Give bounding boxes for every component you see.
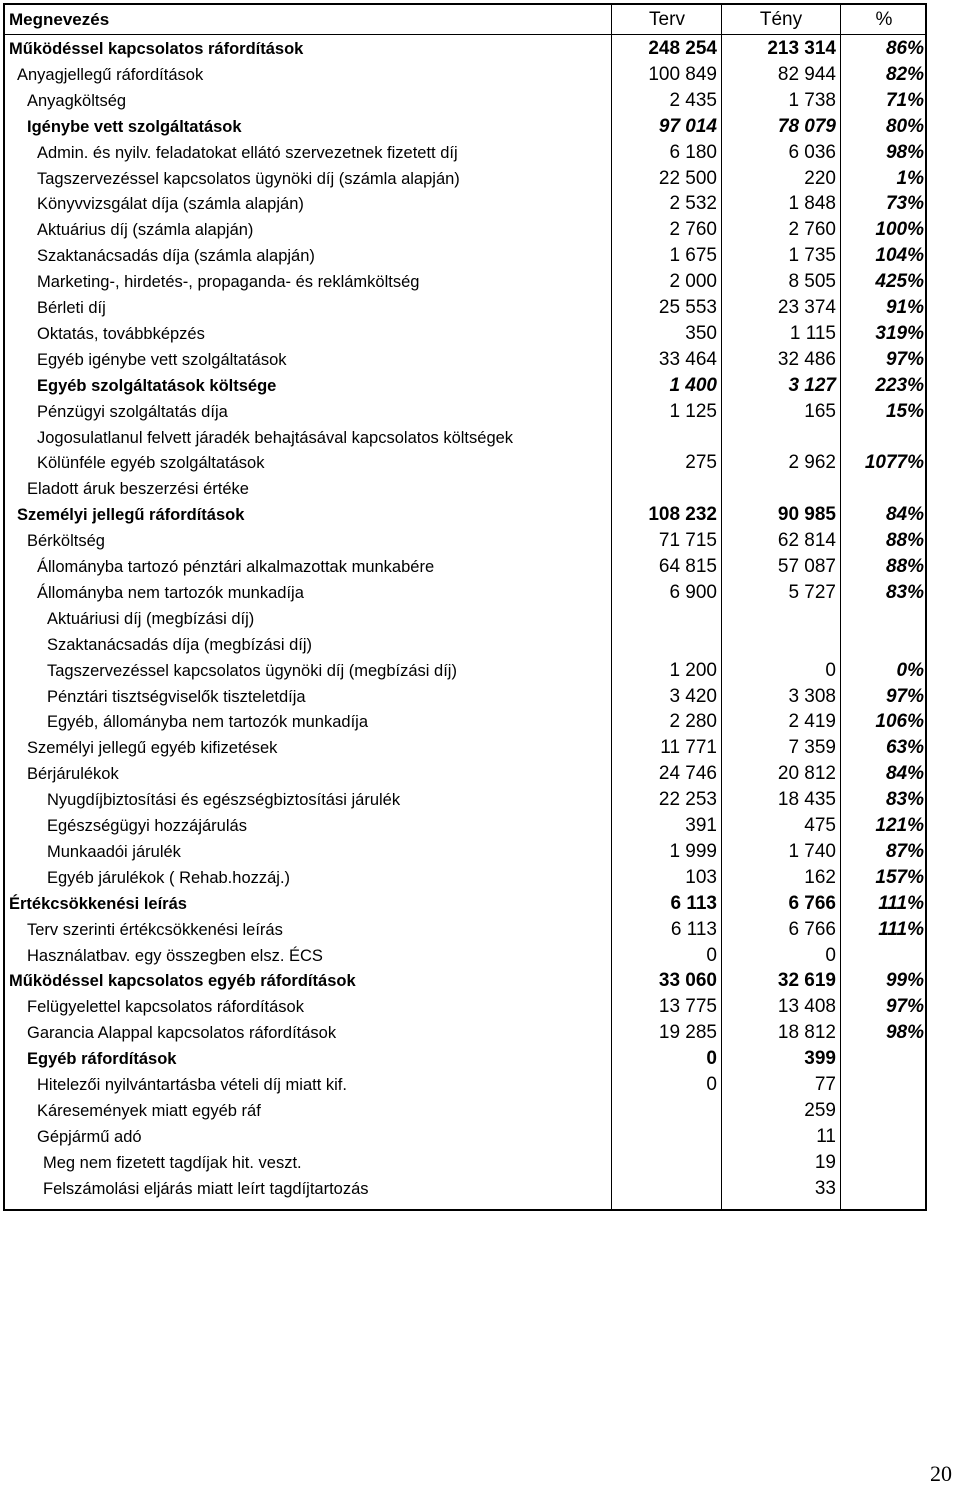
teny-value: 18 812 (777, 1022, 836, 1044)
terv-value: 2 760 (669, 219, 717, 241)
terv-value: 100 849 (648, 63, 717, 85)
table-row (5, 295, 925, 321)
header-terv: Terv (649, 9, 685, 30)
terv-value (613, 425, 721, 451)
pct-value: 99% (885, 970, 924, 992)
teny-value: 0 (825, 944, 836, 966)
terv-value: 3 420 (669, 685, 717, 707)
teny-value: 57 087 (777, 556, 836, 577)
table-row (5, 166, 925, 192)
terv-value: 24 746 (658, 763, 717, 785)
table-row (5, 658, 925, 684)
row-label-text: Egyéb járulékok ( Rehab.hozzáj.) (47, 868, 291, 887)
table-row (5, 217, 925, 243)
row-label (5, 140, 611, 166)
row-label (5, 62, 611, 88)
teny-value: 2 760 (788, 219, 836, 241)
teny-value: 23 374 (777, 297, 836, 318)
row-label (5, 1020, 611, 1046)
table-row (5, 528, 925, 554)
pct-value: 121% (875, 815, 924, 836)
terv-value: 6 113 (670, 918, 717, 940)
table-row (5, 813, 925, 839)
table-row (5, 735, 925, 761)
header-name (5, 7, 611, 33)
terv-value: 11 771 (660, 737, 717, 759)
row-label-text: Kölünféle egyéb szolgáltatások (37, 454, 265, 473)
terv-value: 33 464 (658, 348, 717, 370)
terv-value (613, 606, 721, 632)
table-row (5, 88, 925, 114)
teny-value: 6 036 (788, 141, 836, 163)
table-row (5, 1098, 925, 1124)
teny-value: 213 314 (767, 38, 836, 59)
pct-value: 73% (885, 193, 924, 215)
header-rule (5, 34, 925, 35)
row-label (5, 632, 611, 658)
col-divider-pct (840, 5, 841, 1209)
row-label-text: Marketing-, hirdetés-, propaganda- és reklámköltség (37, 273, 420, 292)
teny-value: 33 (814, 1177, 836, 1199)
teny-value: 259 (804, 1099, 836, 1121)
table-row (5, 554, 925, 580)
table-row (5, 1072, 925, 1098)
row-label-text: Személyi jellegű ráfordítások (17, 506, 245, 525)
pct-value: 223% (875, 374, 924, 396)
table-row (5, 1124, 925, 1150)
terv-value: 25 553 (658, 297, 717, 318)
row-label (5, 502, 611, 528)
pct-value: 80% (885, 115, 924, 137)
table-row (5, 1150, 925, 1176)
pct-value: 86% (885, 38, 924, 59)
row-label (5, 968, 611, 994)
row-label (5, 1124, 611, 1150)
row-label-text: Oktatás, továbbképzés (37, 324, 205, 343)
row-label (5, 347, 611, 373)
row-label-text: Admin. és nyilv. feladatokat ellátó szervezetnek fizetett díj (37, 143, 458, 162)
table-row (5, 943, 925, 969)
row-label-text: Személyi jellegű egyéb kifizetések (27, 739, 278, 758)
teny-value: 20 812 (777, 763, 836, 785)
pct-value (841, 1176, 927, 1202)
table-row (5, 839, 925, 865)
pct-value: 319% (875, 322, 924, 344)
pct-value (841, 476, 927, 502)
pct-value: 111% (878, 892, 924, 914)
pct-value (841, 1150, 927, 1176)
teny-value: 399 (804, 1048, 836, 1070)
row-label (5, 1098, 611, 1124)
row-label-text: Eladott áruk beszerzési értéke (27, 480, 249, 499)
teny-value: 2 962 (788, 452, 836, 474)
row-label-text: Egyéb szolgáltatások költsége (37, 376, 277, 395)
pct-value: 100% (875, 219, 924, 241)
pct-value (841, 1072, 927, 1098)
table-row (5, 36, 925, 62)
teny-value: 32 619 (777, 970, 836, 992)
row-label (5, 36, 611, 62)
table-row (5, 114, 925, 140)
table-row (5, 632, 925, 658)
row-label-text: Nyugdíjbiztosítási és egészségbiztosítási járulék (47, 791, 401, 810)
row-label (5, 217, 611, 243)
teny-value: 165 (804, 400, 836, 422)
row-label-text: Egészségügyi hozzájárulás (47, 817, 247, 835)
terv-value: 108 232 (648, 504, 717, 526)
row-label-text: Káresemények miatt egyéb ráf (37, 1101, 261, 1120)
teny-value (722, 425, 840, 451)
pct-value: 98% (885, 141, 924, 163)
row-label (5, 943, 611, 969)
pct-value: 97% (885, 996, 924, 1018)
row-label (5, 891, 611, 917)
row-label (5, 166, 611, 192)
row-label (5, 373, 611, 399)
row-label-text: Értékcsökkenési leírás (9, 894, 187, 913)
table-row (5, 917, 925, 943)
row-label-text: Jogosulatlanul felvett járadék behajtásával kapcsolatos költségek (37, 428, 514, 447)
pct-value: 97% (885, 685, 924, 707)
teny-value: 32 486 (777, 348, 836, 370)
row-label (5, 321, 611, 347)
table-row (5, 347, 925, 373)
table-row (5, 502, 925, 528)
terv-value: 1 400 (669, 374, 717, 396)
row-label (5, 88, 611, 114)
pct-value: 111% (878, 918, 924, 940)
table-row (5, 1176, 925, 1202)
terv-value: 19 285 (658, 1022, 717, 1044)
table-row (5, 269, 925, 295)
row-label (5, 425, 611, 451)
row-label-text: Hitelezői nyilvántartásba vételi díj miatt kif. (37, 1076, 347, 1094)
terv-value (613, 1176, 721, 1202)
header-name-text: Megnevezés (9, 10, 110, 29)
pct-value: 87% (885, 840, 924, 862)
pct-value (841, 1124, 927, 1150)
terv-value: 2 000 (669, 271, 717, 293)
pct-value: 98% (885, 1022, 924, 1044)
teny-value: 3 308 (788, 685, 836, 707)
teny-value: 90 985 (777, 504, 836, 526)
table-row (5, 140, 925, 166)
terv-value: 103 (685, 866, 717, 888)
terv-value: 248 254 (648, 38, 717, 59)
teny-value: 475 (804, 815, 836, 836)
row-label-text: Pénztári tisztségviselők tiszteletdíja (47, 687, 306, 706)
row-label (5, 528, 611, 554)
table-row (5, 994, 925, 1020)
row-label-text: Használatbav. egy összegben elsz. ÉCS (27, 946, 323, 965)
teny-value: 1 740 (788, 840, 836, 862)
terv-value: 0 (706, 944, 717, 966)
teny-value: 1 115 (789, 322, 836, 344)
row-label-text: Munkaadói járulék (47, 842, 181, 861)
table-header-row (5, 7, 925, 33)
terv-value: 33 060 (658, 970, 717, 992)
terv-value: 1 200 (669, 659, 717, 681)
row-label (5, 1176, 611, 1202)
row-label (5, 658, 611, 684)
page-number: 20 (930, 1461, 952, 1486)
pct-value: 82% (885, 63, 924, 85)
terv-value: 0 (706, 1048, 717, 1070)
table-row (5, 891, 925, 917)
row-label (5, 1072, 611, 1098)
row-label (5, 917, 611, 943)
teny-value: 6 766 (788, 892, 836, 914)
pct-value (841, 1046, 927, 1072)
row-label-text: Terv szerinti értékcsökkenési leírás (27, 920, 283, 939)
terv-value: 1 675 (669, 245, 717, 267)
teny-value: 77 (814, 1074, 836, 1095)
row-label-text: Bérköltség (27, 532, 105, 551)
row-label-text: Felszámolási eljárás miatt leírt tagdíjtartozás (43, 1179, 369, 1198)
table-row (5, 321, 925, 347)
col-divider-terv (611, 5, 612, 1209)
row-label-text: Szaktanácsadás díja (megbízási díj) (47, 635, 313, 654)
teny-value: 2 419 (788, 711, 836, 733)
terv-value: 6 113 (670, 892, 717, 914)
terv-value: 275 (685, 452, 717, 474)
row-label-text: Garancia Alappal kapcsolatos ráfordítások (27, 1024, 337, 1043)
pct-value (841, 606, 927, 632)
row-label-text: Meg nem fizetett tagdíjak hit. veszt. (43, 1153, 302, 1172)
row-label (5, 114, 611, 140)
row-label-text: Állományba nem tartozók munkadíja (37, 583, 304, 602)
teny-value: 11 (816, 1125, 836, 1147)
teny-value: 82 944 (777, 63, 836, 85)
teny-value: 3 127 (788, 374, 836, 396)
terv-value: 64 815 (658, 556, 717, 577)
teny-value: 6 766 (788, 918, 836, 940)
row-label-text: Felügyelettel kapcsolatos ráfordítások (27, 998, 304, 1017)
terv-value (613, 1150, 721, 1176)
pct-value: 97% (885, 348, 924, 370)
pct-value: 1077% (864, 452, 924, 474)
pct-value: 63% (885, 737, 924, 759)
row-label (5, 761, 611, 787)
table-row (5, 1020, 925, 1046)
row-label (5, 684, 611, 710)
table-row (5, 191, 925, 217)
row-label-text: Aktuárius díj (számla alapján) (37, 221, 254, 240)
teny-value: 1 735 (788, 245, 836, 267)
row-label-text: Igénybe vett szolgáltatások (27, 117, 242, 136)
row-label-text: Működéssel kapcsolatos ráfordítások (9, 40, 304, 58)
teny-value: 1 738 (788, 89, 836, 111)
terv-value: 22 253 (658, 789, 717, 811)
row-label (5, 450, 611, 476)
terv-value: 2 435 (669, 89, 717, 111)
row-label-text: Anyagjellegű ráfordítások (17, 65, 204, 84)
teny-value: 0 (825, 659, 836, 681)
terv-value: 13 775 (658, 996, 717, 1018)
header-teny: Tény (759, 9, 803, 30)
teny-value (722, 606, 840, 632)
table-row (5, 709, 925, 735)
table-row (5, 865, 925, 891)
terv-value: 6 180 (669, 141, 717, 163)
pct-value: 91% (885, 297, 924, 318)
terv-value (613, 476, 721, 502)
row-label (5, 476, 611, 502)
table-row (5, 787, 925, 813)
row-label-text: Tagszervezéssel kapcsolatos ügynöki díj (megbízási díj) (47, 661, 457, 680)
row-label (5, 606, 611, 632)
teny-value (722, 632, 840, 658)
row-label (5, 994, 611, 1020)
terv-value (613, 1124, 721, 1150)
pct-value: 88% (885, 556, 924, 577)
pct-value: 84% (885, 504, 924, 526)
table-row (5, 580, 925, 606)
row-label-text: Működéssel kapcsolatos egyéb ráfordítások (9, 972, 356, 991)
teny-value: 18 435 (777, 789, 836, 811)
table-row (5, 62, 925, 88)
pct-value: 106% (875, 711, 924, 733)
row-label (5, 399, 611, 425)
terv-value: 97 014 (658, 115, 717, 137)
row-label-text: Aktuáriusi díj (megbízási díj) (47, 609, 255, 628)
pct-value: 71% (885, 89, 924, 111)
row-label-text: Egyéb, állományba nem tartozók munkadíja (47, 713, 369, 732)
row-label (5, 787, 611, 813)
row-label-text: Gépjármű adó (37, 1127, 142, 1146)
pct-value (841, 632, 927, 658)
teny-value: 62 814 (777, 530, 836, 552)
table-row (5, 399, 925, 425)
row-label (5, 295, 611, 321)
table-row (5, 968, 925, 994)
table-row (5, 425, 925, 451)
teny-value: 162 (804, 866, 836, 888)
teny-value: 78 079 (777, 115, 836, 137)
terv-value: 0 (706, 1074, 717, 1095)
terv-value (613, 632, 721, 658)
table-row (5, 450, 925, 476)
terv-value: 350 (685, 322, 717, 344)
teny-value: 7 359 (788, 737, 836, 759)
row-label (5, 1046, 611, 1072)
pct-value: 88% (885, 530, 924, 552)
col-divider-teny (721, 5, 722, 1209)
row-label (5, 243, 611, 269)
row-label (5, 813, 611, 839)
pct-value: 0% (896, 659, 924, 681)
pct-value: 1% (896, 167, 924, 189)
terv-value: 1 125 (669, 400, 717, 422)
pct-value (841, 1098, 927, 1124)
terv-value: 71 715 (658, 530, 717, 552)
pct-value: 83% (885, 789, 924, 811)
row-label-text: Szaktanácsadás díja (számla alapján) (37, 247, 315, 266)
financial-table (3, 3, 927, 1211)
row-label (5, 554, 611, 580)
teny-value: 220 (804, 167, 836, 189)
table-row (5, 243, 925, 269)
table-row (5, 606, 925, 632)
terv-value: 6 900 (669, 581, 717, 603)
row-label-text: Anyagköltség (27, 91, 127, 110)
table-row (5, 1046, 925, 1072)
row-label (5, 839, 611, 865)
row-label (5, 580, 611, 606)
terv-value: 2 280 (669, 711, 717, 733)
row-label (5, 1150, 611, 1176)
row-label (5, 709, 611, 735)
pct-value: 15% (885, 400, 924, 422)
row-label-text: Bérleti díj (37, 299, 106, 317)
table-row (5, 373, 925, 399)
table-row (5, 761, 925, 787)
row-label (5, 269, 611, 295)
teny-value (722, 476, 840, 502)
row-label-text: Egyéb igénybe vett szolgáltatások (37, 350, 287, 369)
terv-value: 22 500 (658, 167, 717, 189)
table-row (5, 476, 925, 502)
pct-value: 83% (885, 581, 924, 603)
teny-value: 1 848 (788, 193, 836, 215)
teny-value: 13 408 (777, 996, 836, 1018)
table-row (5, 684, 925, 710)
row-label-text: Pénzügyi szolgáltatás díja (37, 402, 228, 421)
terv-value (613, 1098, 721, 1124)
pct-value (841, 943, 927, 969)
teny-value: 19 (814, 1151, 836, 1173)
row-label-text: Bérjárulékok (27, 765, 119, 784)
header-pct: % (875, 9, 893, 30)
row-label-text: Könyvvizsgálat díja (számla alapján) (37, 195, 304, 214)
row-label (5, 191, 611, 217)
row-label-text: Tagszervezéssel kapcsolatos ügynöki díj (számla alapján) (37, 169, 460, 188)
row-label-text: Egyéb ráfordítások (27, 1050, 177, 1069)
row-label-text: Állományba tartozó pénztári alkalmazottak munkabére (37, 558, 435, 576)
teny-value: 8 505 (788, 271, 836, 293)
pct-value (841, 425, 927, 451)
teny-value: 5 727 (788, 581, 836, 603)
terv-value: 2 532 (669, 193, 717, 215)
row-label (5, 735, 611, 761)
terv-value: 1 999 (669, 840, 717, 862)
pct-value: 157% (875, 866, 924, 888)
row-label (5, 865, 611, 891)
pct-value: 104% (875, 245, 924, 267)
pct-value: 425% (875, 271, 924, 293)
pct-value: 84% (885, 763, 924, 785)
terv-value: 391 (685, 815, 717, 836)
